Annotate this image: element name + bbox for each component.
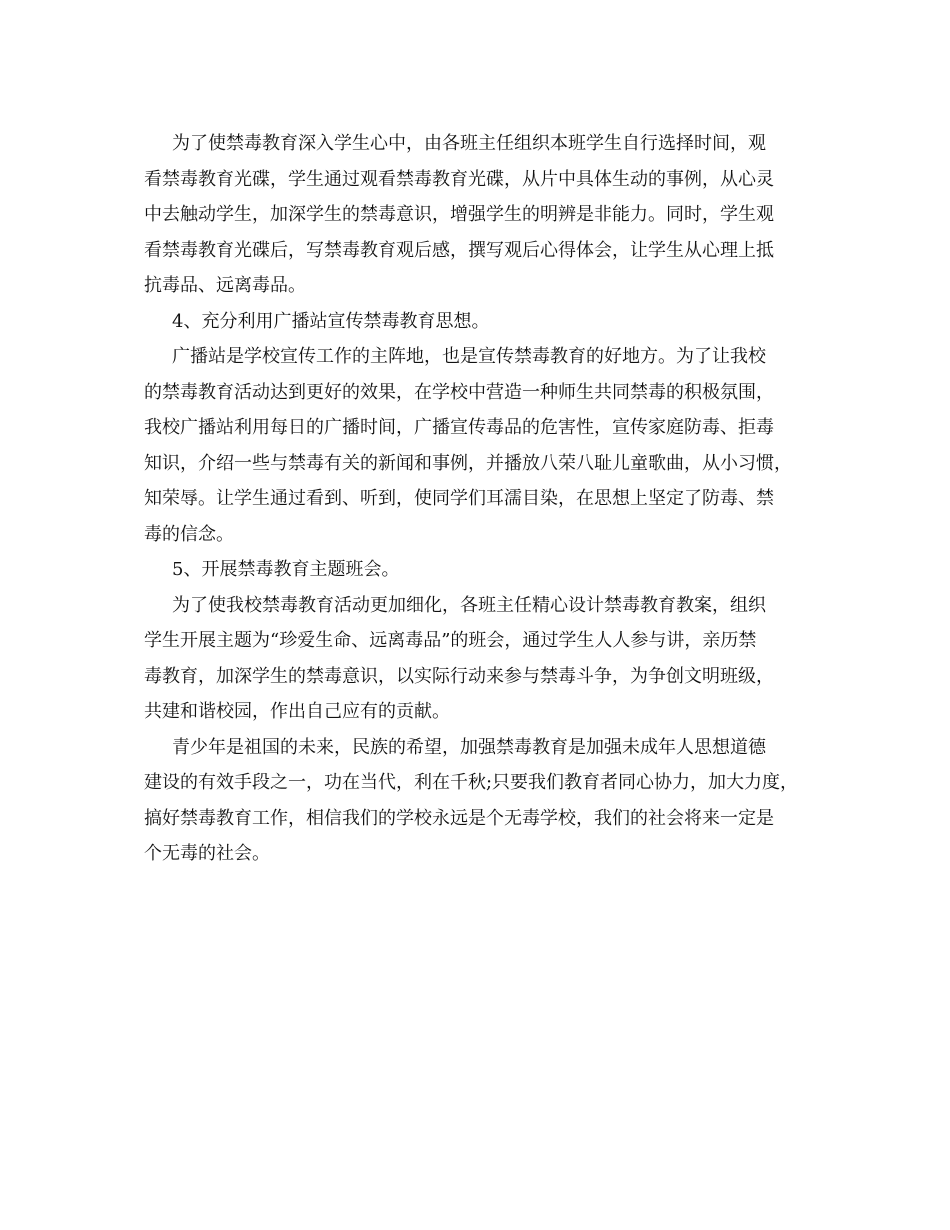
paragraph-line: 为了使我校禁毒教育活动更加细化，各班主任精心设计禁毒教育教案，组织 [172,594,766,616]
paragraph-line: 共建和谐校园，作出自己应有的贡献。 [144,701,450,722]
section-heading: 4、充分利用广播站宣传禁毒教育思想。 [172,310,490,332]
paragraph-line: 看禁毒教育光碟后，写禁毒教育观后感，撰写观后心得体会，让学生从心理上抵 [144,239,774,261]
paragraph-line: 个无毒的社会。 [144,843,270,864]
paragraph-line: 知荣辱。让学生通过看到、听到，使同学们耳濡目染，在思想上坚定了防毒、禁 [144,488,774,509]
paragraph-line: 学生开展主题为“珍爱生命、远离毒品”的班会，通过学生人人参与讲，亲历禁 [144,630,757,651]
document-body [144,126,824,872]
paragraph-line: 我校广播站利用每日的广播时间，广播宣传毒品的危害性，宣传家庭防毒、拒毒 [144,417,774,438]
paragraph-line: 的禁毒教育活动达到更好的效果，在学校中营造一种师生共同禁毒的积极氛围， [144,381,774,403]
paragraph-line: 广播站是学校宣传工作的主阵地，也是宣传禁毒教育的好地方。为了让我校 [172,346,766,367]
paragraph-line: 看禁毒教育光碟，学生通过观看禁毒教育光碟，从片中具体生动的事例，从心灵 [144,168,774,190]
paragraph-line: 知识，介绍一些与禁毒有关的新闻和事例，并播放八荣八耻儿童歌曲，从小习惯， [144,452,792,474]
paragraph-line: 抗毒品、远离毒品。 [144,275,306,296]
paragraph-line: 毒教育，加深学生的禁毒意识，以实际行动来参与禁毒斗争，为争创文明班级， [144,665,774,687]
paragraph-line: 青少年是祖国的未来，民族的希望，加强禁毒教育是加强未成年人思想道德 [172,736,766,758]
paragraph-line: 中去触动学生，加深学生的禁毒意识，增强学生的明辨是非能力。同时，学生观 [144,204,774,225]
paragraph-line: 搞好禁毒教育工作，相信我们的学校永远是个无毒学校，我们的社会将来一定是 [144,807,774,829]
paragraph-line: 建设的有效手段之一，功在当代，利在千秋;只要我们教育者同心协力，加大力度， [144,772,799,793]
paragraph-line: 为了使禁毒教育深入学生心中，由各班主任组织本班学生自行选择时间，观 [172,133,766,154]
paragraph-line: 毒的信念。 [144,523,234,545]
section-heading: 5、开展禁毒教育主题班会。 [172,559,400,580]
